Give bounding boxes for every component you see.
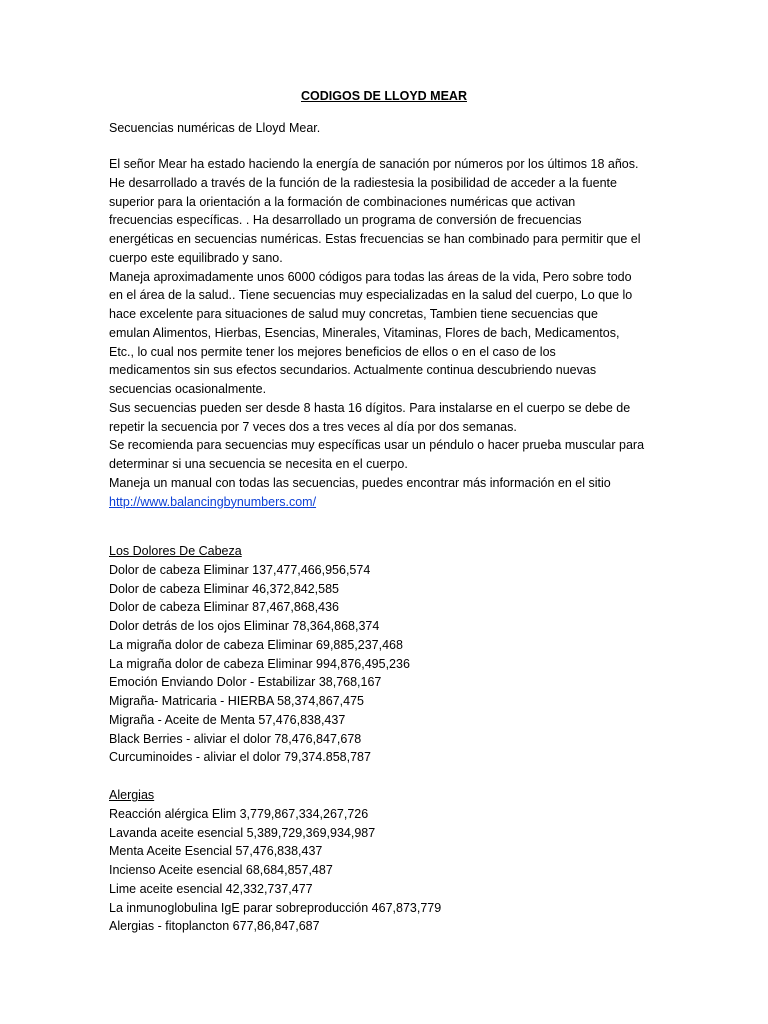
body-line: secuencias ocasionalmente.: [109, 382, 267, 396]
body-line: Se recomienda para secuencias muy específicas usar un péndulo o hacer prueba muscular para: [109, 438, 645, 453]
body-line: El señor Mear ha estado haciendo la energía de sanación por números por los últimos 18 años.: [109, 157, 639, 171]
body-line: superior para la orientación a la formación de combinaciones numéricas que activan: [109, 194, 576, 209]
list-item: Dolor detrás de los ojos Eliminar 78,364,868,374: [109, 619, 380, 633]
list-item: Dolor de cabeza Eliminar 87,467,868,436: [109, 600, 340, 615]
list-item: Curcuminoides - aliviar el dolor 79,374.858,787: [109, 750, 371, 765]
list-item: Alergias - fitoplancton 677,86,847,687: [109, 919, 320, 934]
body-line: energéticas en secuencias numéricas. Estas frecuencias se han combinado para permitir que el: [109, 232, 641, 246]
list-item: Lime aceite esencial 42,332,737,477: [109, 881, 313, 896]
body-line: determinar si una secuencia se necesita en el cuerpo.: [109, 457, 408, 471]
list-item: Black Berries - aliviar el dolor 78,476,847,678: [109, 731, 362, 746]
body-block: [109, 155, 669, 511]
body-line: cuerpo este equilibrado y sano.: [109, 250, 283, 265]
list-item: La inmunoglobulina IgE parar sobreproducción 467,873,779: [109, 900, 442, 915]
list-item: La migraña dolor de cabeza Eliminar 69,885,237,468: [109, 637, 403, 652]
intro-text: Secuencias numéricas de Lloyd Mear.: [109, 121, 321, 135]
list-item: Dolor de cabeza Eliminar 137,477,466,956,574: [109, 562, 371, 577]
list-item: La migraña dolor de cabeza Eliminar 994,876,495,236: [109, 656, 410, 671]
body-line: medicamentos sin sus efectos secundarios. Actualmente continua descubriendo nuevas: [109, 363, 597, 378]
intro-block: [109, 119, 669, 138]
body-line: Maneja aproximadamente unos 6000 códigos para todas las áreas de la vida, Pero sobre todo: [109, 269, 632, 284]
body-line: repetir la secuencia por 7 veces dos a tres veces al día por dos semanas.: [109, 419, 517, 434]
body-line: frecuencias específicas. . Ha desarrollado un programa de conversión de frecuencias: [109, 213, 582, 228]
body-line: Maneja un manual con todas las secuencias, puedes encontrar más información en el sitio: [109, 475, 611, 490]
body-line: en el área de la salud.. Tiene secuencias muy especializadas en la salud del cuerpo, Lo que lo: [109, 288, 633, 303]
body-line: He desarrollado a través de la función de la radiestesia la posibilidad de acceder a la fuente: [109, 175, 617, 190]
body-line: emulan Alimentos, Hierbas, Esencias, Minerales, Vitaminas, Flores de bach, Medicamentos,: [109, 325, 620, 340]
list-item: Incienso Aceite esencial 68,684,857,487: [109, 863, 333, 877]
website-link[interactable]: http://www.balancingbynumbers.com/: [109, 494, 317, 509]
list-item: Migraña - Aceite de Menta 57,476,838,437: [109, 712, 346, 727]
section-heading: Alergias: [109, 788, 155, 802]
section-headaches: [109, 542, 669, 767]
list-item: Dolor de cabeza Eliminar 46,372,842,585: [109, 581, 340, 596]
list-item: Emoción Enviando Dolor - Estabilizar 38,768,167: [109, 675, 382, 690]
list-item: Reacción alérgica Elim 3,779,867,334,267,726: [109, 806, 369, 821]
list-item: Migraña- Matricaria - HIERBA 58,374,867,475: [109, 694, 364, 708]
body-line: hace excelente para situaciones de salud muy concretas, Tambien tiene secuencias que: [109, 307, 598, 321]
section-heading: Los Dolores De Cabeza: [109, 544, 242, 558]
list-item: Menta Aceite Esencial 57,476,838,437: [109, 844, 323, 859]
section-allergies: [109, 786, 669, 936]
body-line: Sus secuencias pueden ser desde 8 hasta 16 dígitos. Para instalarse en el cuerpo se debe de: [109, 400, 631, 415]
list-item: Lavanda aceite esencial 5,389,729,369,934,987: [109, 825, 376, 840]
body-line: Etc., lo cual nos permite tener los mejores beneficios de ellos o en el caso de los: [109, 344, 556, 359]
document-title: CODIGOS DE LLOYD MEAR: [301, 89, 467, 103]
